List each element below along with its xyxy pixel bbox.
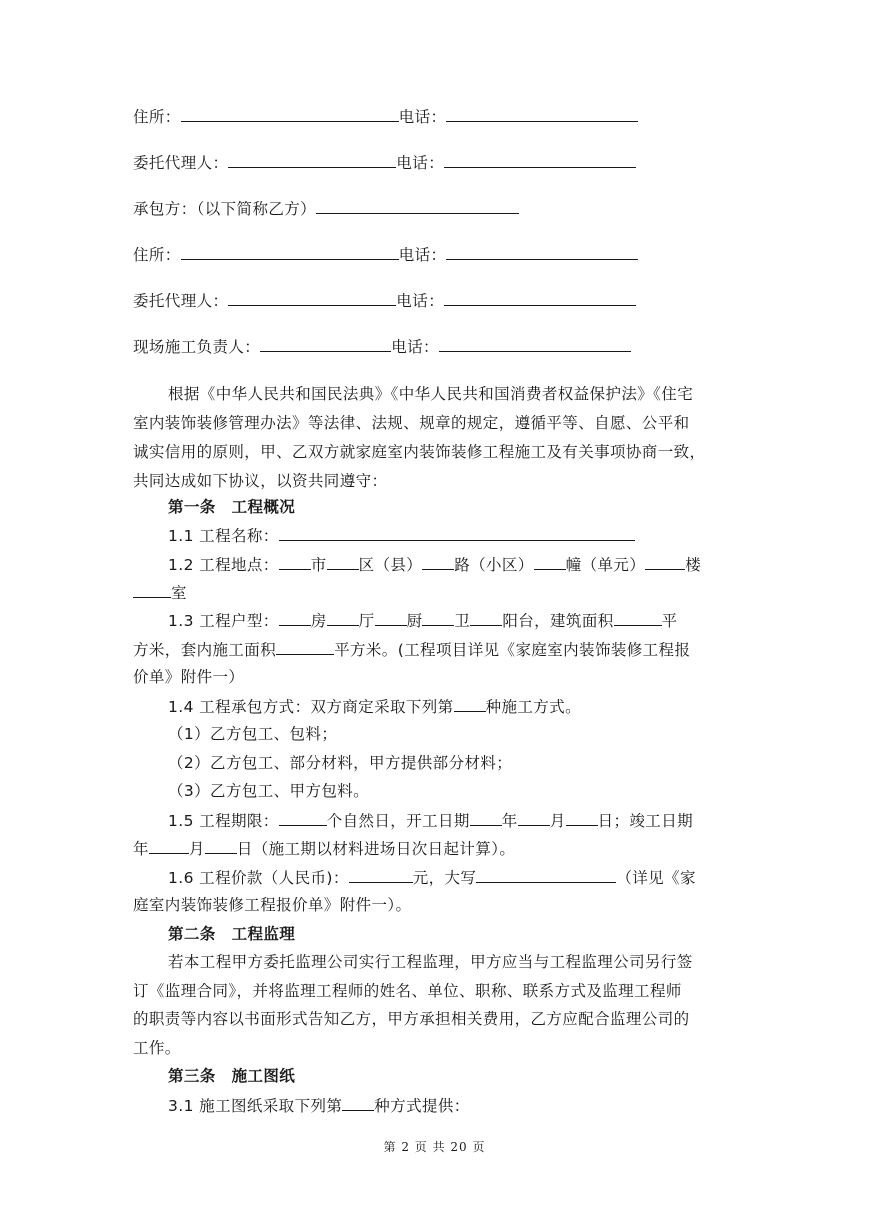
agent-field-1[interactable] xyxy=(228,152,396,168)
rooms-field[interactable] xyxy=(279,610,311,626)
item-1-3-cont2: 价单》附件一） xyxy=(133,668,245,686)
start-day-field[interactable] xyxy=(566,810,598,826)
address-field-1[interactable] xyxy=(181,106,399,122)
address-line-1: 住所： 电话： xyxy=(133,106,638,127)
option-1: （1）乙方包工、包料； xyxy=(168,725,338,743)
article1-title: 第一条 工程概况 xyxy=(168,498,296,516)
city-field[interactable] xyxy=(279,554,311,570)
address-line-2: 住所： 电话： xyxy=(133,244,638,265)
preamble-line-2: 室内装饰装修管理办法》等法律、法规、规章的规定，遵循平等、自愿、公平和 xyxy=(133,414,690,432)
item-1-3: 1.3 工程户型： 房 厅 厨 卫 阳台，建筑面积 平 xyxy=(168,612,678,630)
item-1-5: 1.5 工程期限： 个自然日，开工日期 年 月 日；竣工日期 xyxy=(168,812,694,830)
end-year-field[interactable] xyxy=(149,838,189,854)
site-manager-phone-field[interactable] xyxy=(439,336,631,352)
option-2: （2）乙方包工、部分材料，甲方提供部分材料； xyxy=(168,754,513,772)
price-field[interactable] xyxy=(349,867,413,883)
road-field[interactable] xyxy=(422,554,454,570)
district-field[interactable] xyxy=(327,554,359,570)
contract-mode-field[interactable] xyxy=(454,696,486,712)
agent-line-1: 委托代理人： 电话： xyxy=(133,152,636,173)
article2-line-1: 若本工程甲方委托监理公司实行工程监理，甲方应当与工程监理公司另行签 xyxy=(168,953,693,971)
duration-field[interactable] xyxy=(279,810,327,826)
preamble-line-4: 共同达成如下协议，以资共同遵守： xyxy=(133,472,388,490)
agent-phone-field-2[interactable] xyxy=(444,290,636,306)
article2-line-3: 的职责等内容以书面形式告知乙方，甲方承担相关费用，乙方应配合监理公司的 xyxy=(133,1010,690,1028)
item-1-3-cont: 方米，套内施工面积 平方米。(工程项目详见《家庭室内装饰装修工程报 xyxy=(133,641,691,659)
page-footer: 第 2 页 共 20 页 xyxy=(383,1140,486,1154)
site-manager-line: 现场施工负责人： 电话： xyxy=(133,336,631,357)
item-1-6-cont: 庭室内装饰装修工程报价单》附件一）。 xyxy=(133,896,412,914)
project-name-field[interactable] xyxy=(279,525,635,541)
contractor-field[interactable] xyxy=(316,198,519,214)
phone-field-2[interactable] xyxy=(446,244,638,260)
item-3-1: 3.1 施工图纸采取下列第 种方式提供： xyxy=(168,1097,470,1115)
address-field-2[interactable] xyxy=(181,244,399,260)
contractor-line: 承包方：（以下简称乙方） xyxy=(133,198,519,219)
option-3: （3）乙方包工、甲方包料。 xyxy=(168,782,370,800)
agent-field-2[interactable] xyxy=(228,290,396,306)
building-area-field[interactable] xyxy=(614,610,662,626)
building-field[interactable] xyxy=(534,554,566,570)
bath-field[interactable] xyxy=(422,610,454,626)
article2-line-4: 工作。 xyxy=(133,1039,181,1057)
price-words-field[interactable] xyxy=(476,867,616,883)
agent-phone-field-1[interactable] xyxy=(444,152,636,168)
item-1-4: 1.4 工程承包方式：双方商定采取下列第 种施工方式。 xyxy=(168,698,581,716)
kitchen-field[interactable] xyxy=(375,610,407,626)
agent-line-2: 委托代理人： 电话： xyxy=(133,290,636,311)
article3-title: 第三条 施工图纸 xyxy=(168,1067,296,1085)
item-1-1: 1.1 工程名称： xyxy=(168,525,635,546)
drawing-mode-field[interactable] xyxy=(342,1095,374,1111)
start-month-field[interactable] xyxy=(518,810,550,826)
item-1-6: 1.6 工程价款（人民币)： 元，大写 （详见《家 xyxy=(168,869,696,887)
start-year-field[interactable] xyxy=(470,810,502,826)
item-1-2: 1.2 工程地点： 市 区（县） 路（小区） 幢（单元） 楼 xyxy=(168,556,702,574)
floor-field[interactable] xyxy=(645,554,685,570)
phone-field-1[interactable] xyxy=(446,106,638,122)
item-1-2-cont: 室 xyxy=(133,582,187,603)
article2-line-2: 订《监理合同》，并将监理工程师的姓名、单位、职称、联系方式及监理工程师 xyxy=(133,982,682,1000)
preamble-line-3: 诚实信用的原则，甲、乙双方就家庭室内装饰装修工程施工及有关事项协商一致， xyxy=(133,443,706,461)
preamble-line-1: 根据《中华人民共和国民法典》《中华人民共和国消费者权益保护法》《住宅 xyxy=(168,385,694,403)
balcony-field[interactable] xyxy=(470,610,502,626)
inner-area-field[interactable] xyxy=(276,639,334,655)
halls-field[interactable] xyxy=(327,610,359,626)
end-month-field[interactable] xyxy=(205,838,237,854)
room-field[interactable] xyxy=(133,582,171,598)
site-manager-field[interactable] xyxy=(260,336,391,352)
article2-title: 第二条 工程监理 xyxy=(168,925,296,943)
item-1-5-cont: 年 月 日（施工期以材料进场日次日起计算）。 xyxy=(133,840,516,858)
